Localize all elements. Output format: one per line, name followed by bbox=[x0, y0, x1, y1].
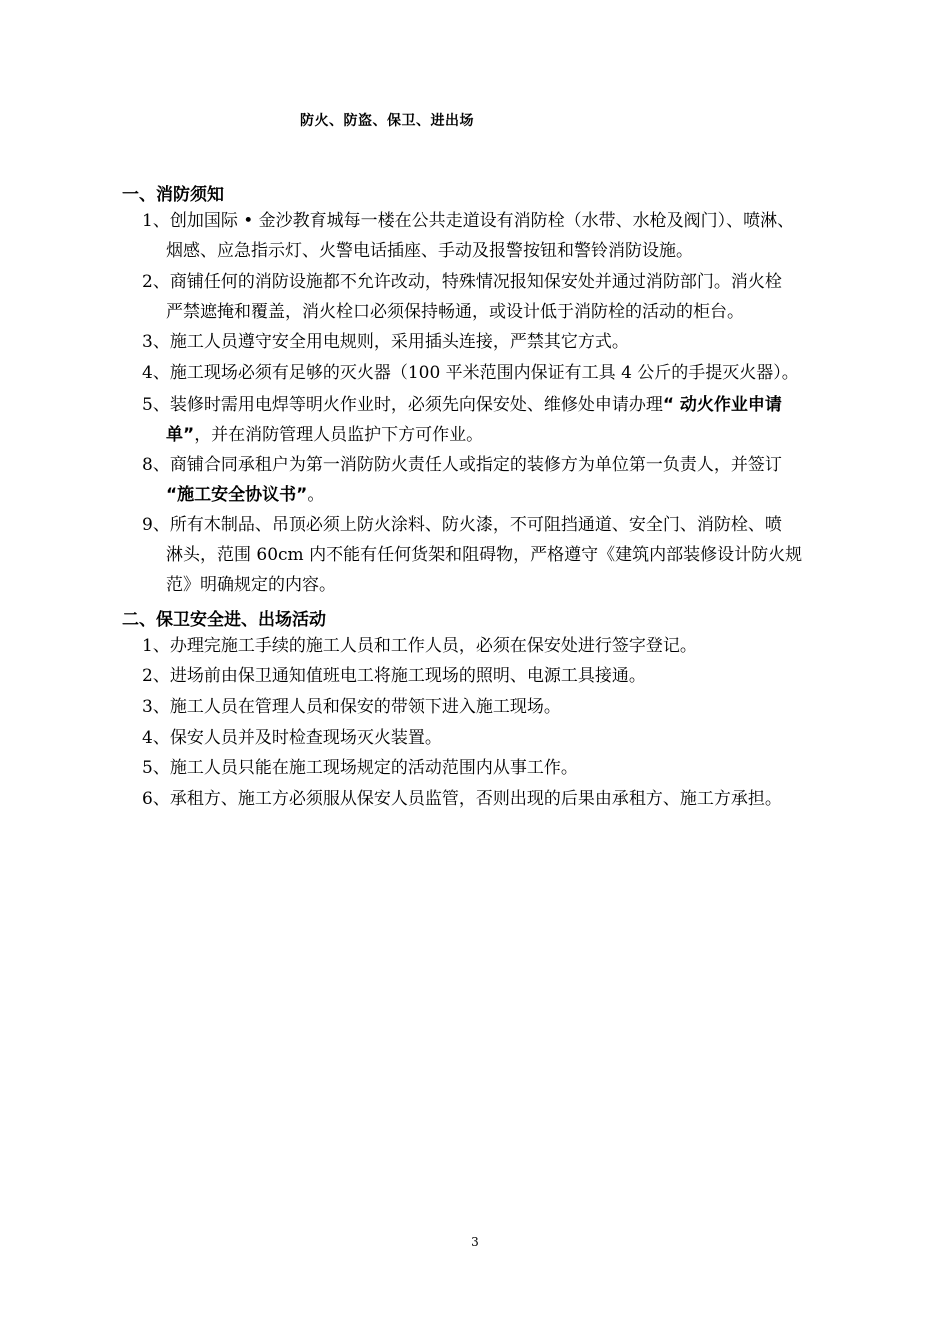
section-heading-fire-safety: 一、消防须知 bbox=[122, 185, 224, 205]
item-bold-text: 单” bbox=[166, 425, 195, 445]
item-text: 范》明确规定的内容。 bbox=[166, 575, 336, 595]
item-line bbox=[142, 784, 877, 814]
item-line bbox=[142, 267, 877, 297]
list-item bbox=[142, 450, 877, 510]
item-number: 3、 bbox=[142, 332, 170, 352]
item-text: 。 bbox=[307, 485, 325, 505]
item-number: 2、 bbox=[142, 272, 170, 292]
item-number: 2、 bbox=[142, 666, 170, 686]
item-text: 严禁遮掩和覆盖，消火栓口必须保持畅通，或设计低于消防栓的活动的柜台。 bbox=[166, 302, 744, 322]
item-text: 办理完施工手续的施工人员和工作人员，必须在保安处进行签字登记。 bbox=[169, 636, 697, 656]
item-bold-text: “ 动火作业申请 bbox=[662, 395, 782, 415]
item-text: 所有木制品、吊顶必须上防火涂料、防火漆，不可阻挡通道、安全门、消防栓、喷 bbox=[169, 515, 782, 535]
item-line bbox=[142, 753, 877, 783]
list-item bbox=[142, 753, 877, 783]
item-text: 淋头，范围 60cm 内不能有任何货架和阻碍物，严格遵守《建筑内部装修设计防火规 bbox=[166, 545, 803, 565]
item-number: 9、 bbox=[142, 515, 170, 535]
item-line bbox=[142, 206, 877, 236]
item-text: 承租方、施工方必须服从保安人员监管，否则出现的后果由承租方、施工方承担。 bbox=[169, 789, 782, 809]
item-text: 施工人员遵守安全用电规则，采用插头连接，严禁其它方式。 bbox=[169, 332, 629, 352]
list-item bbox=[142, 510, 877, 600]
list-item bbox=[142, 390, 877, 450]
item-text: 创加国际 • 金沙教育城每一楼在公共走道设有消防栓（水带、水枪及阀门）、喷淋、 bbox=[169, 211, 795, 231]
list-item bbox=[142, 358, 877, 388]
item-bold-text: “施工安全协议书” bbox=[166, 485, 308, 505]
item-number: 5、 bbox=[142, 758, 170, 778]
list-item bbox=[142, 723, 877, 753]
item-line bbox=[142, 631, 877, 661]
list-item bbox=[142, 631, 877, 661]
item-number: 6、 bbox=[142, 789, 170, 809]
item-number: 5、 bbox=[142, 395, 170, 415]
item-line bbox=[142, 692, 877, 722]
list-item bbox=[142, 206, 877, 266]
item-text: 施工人员在管理人员和保安的带领下进入施工现场。 bbox=[169, 697, 561, 717]
item-text: 保安人员并及时检查现场灭火装置。 bbox=[169, 728, 442, 748]
item-text: 商铺任何的消防设施都不允许改动，特殊情况报知保安处并通过消防部门。消火栓 bbox=[169, 272, 782, 292]
list-item bbox=[142, 692, 877, 722]
item-text: 施工现场必须有足够的灭火器（100 平米范围内保证有工具 4 公斤的手提灭火器）。 bbox=[169, 363, 799, 383]
item-text: 商铺合同承租户为第一消防防火责任人或指定的装修方为单位第一负责人，并签订 bbox=[169, 455, 782, 475]
item-line bbox=[142, 420, 877, 450]
item-number: 1、 bbox=[142, 211, 170, 231]
list-item bbox=[142, 267, 877, 327]
item-line bbox=[142, 450, 877, 480]
section-heading-security: 二、保卫安全进、出场活动 bbox=[122, 610, 326, 630]
document-title: 防火、防盗、保卫、进出场 bbox=[300, 113, 474, 129]
item-text: 进场前由保卫通知值班电工将施工现场的照明、电源工具接通。 bbox=[169, 666, 646, 686]
item-text: 烟感、应急指示灯、火警电话插座、手动及报警按钮和警铃消防设施。 bbox=[166, 241, 693, 261]
item-number: 8、 bbox=[142, 455, 170, 475]
item-line bbox=[142, 510, 877, 540]
item-number: 4、 bbox=[142, 363, 170, 383]
item-text: ，并在消防管理人员监护下方可作业。 bbox=[194, 425, 484, 445]
item-number: 3、 bbox=[142, 697, 170, 717]
page-number: 3 bbox=[471, 1235, 479, 1249]
list-item bbox=[142, 661, 877, 691]
item-number: 4、 bbox=[142, 728, 170, 748]
item-text: 装修时需用电焊等明火作业时，必须先向保安处、维修处申请办理 bbox=[169, 395, 663, 415]
item-number: 1、 bbox=[142, 636, 170, 656]
item-line bbox=[142, 390, 877, 420]
item-line bbox=[142, 480, 877, 510]
list-item bbox=[142, 784, 877, 814]
item-text: 施工人员只能在施工现场规定的活动范围内从事工作。 bbox=[169, 758, 578, 778]
list-item bbox=[142, 327, 877, 357]
item-line bbox=[142, 723, 877, 753]
item-line bbox=[142, 661, 877, 691]
item-line bbox=[142, 327, 877, 357]
item-line bbox=[142, 358, 877, 388]
